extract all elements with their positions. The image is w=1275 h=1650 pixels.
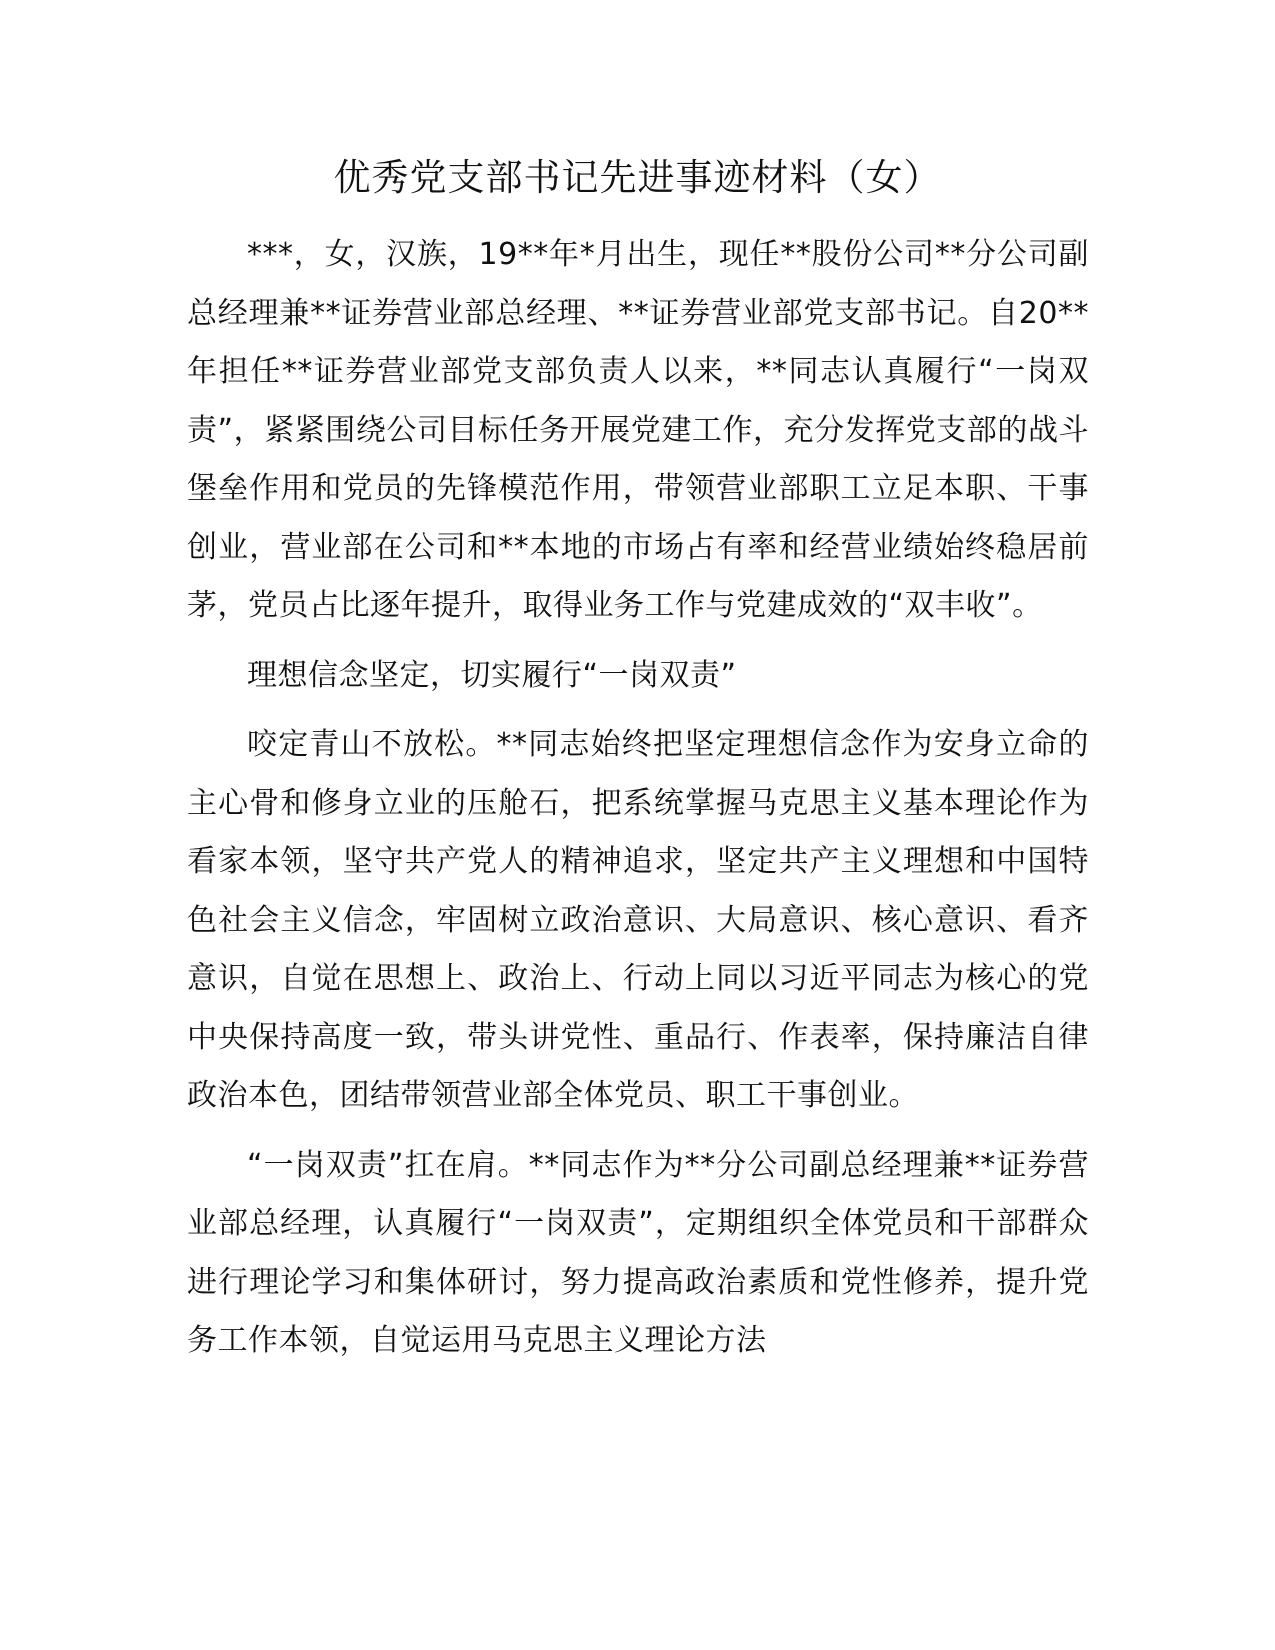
section-heading: 理想信念坚定，切实履行“一岗双责”	[247, 657, 737, 693]
paragraph-ideals: 咬定青山不放松。**同志始终把坚定理想信念作为安身立命的主心骨和修身立业的压舱石，把系统掌握马克思主义基本理论作为看家本领，坚守共产党人的精神追求，坚定共产主义理想和中国特色社会主义信念，牢固树立政治意识、大局意识、核心意识、看齐意识，自觉在思想上、政治上、行动上同以习近平同志为核心的党中央保持高度一致，带头讲党性、重品行、作表率，保持廉洁自律政治本色，团结带领营业部全体党员、职工干事创业。	[187, 727, 1089, 1113]
document-title: 优秀党支部书记先进事迹材料（女）	[333, 156, 942, 199]
document-body	[187, 226, 1089, 1382]
paragraph-responsibility: “一岗双责”扛在肩。**同志作为**分公司副总经理兼**证券营业部总经理，认真履行“一岗双责”，定期组织全体党员和干部群众进行理论学习和集体研讨，努力提高政治素质和党性修养，提升党务工作本领，自觉运用马克思主义理论方法	[187, 1147, 1089, 1358]
paragraph-intro: ***，女，汉族，19**年*月出生，现任**股份公司**分公司副总经理兼**证券营业部总经理、**证券营业部党支部书记。自20**年担任**证券营业部党支部负责人以来，**同志认真履行“一岗双责”，紧紧围绕公司目标任务开展党建工作，充分发挥党支部的战斗堡垒作用和党员的先锋模范作用，带领营业部职工立足本职、干事创业，营业部在公司和**本地的市场占有率和经营业绩始终稳居前茅，党员占比逐年提升，取得业务工作与党建成效的“双丰收”。	[187, 237, 1089, 623]
